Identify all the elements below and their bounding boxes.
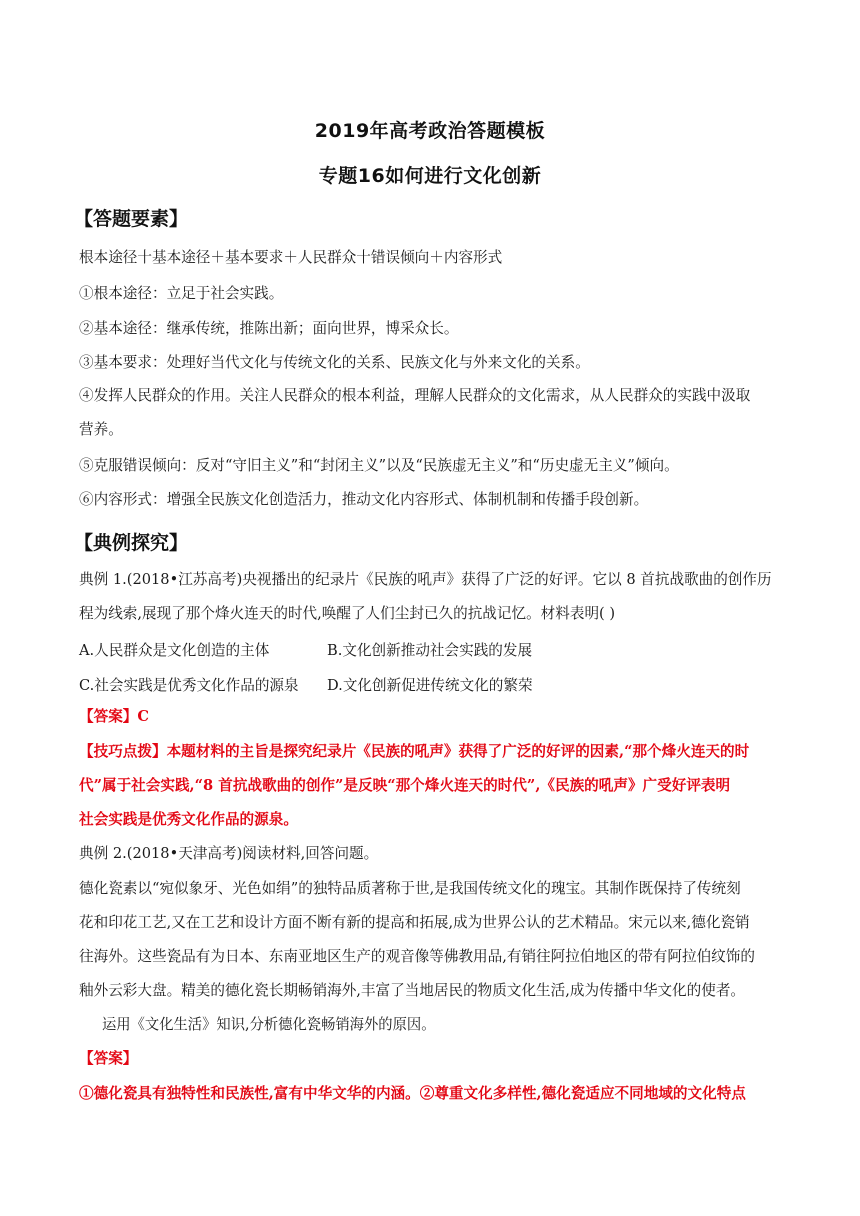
- tip-text-1: 本题材料的主旨是探究纪录片《民族的吼声》获得了广泛的好评的因素,“那个烽火连天的时: [166, 743, 750, 760]
- section-heading-elements: 【答题要素】: [74, 208, 189, 230]
- element-item-3: ③基本要求：处理好当代文化与传统文化的关系、民族文化与外来文化的关系。: [79, 354, 590, 371]
- option-d: D.文化创新促进传统文化的繁荣: [327, 677, 533, 694]
- tip-line-3: 社会实践是优秀文化作品的源泉。: [79, 811, 298, 828]
- element-item-2: ②基本途径：继承传统，推陈出新；面向世界，博采众长。: [79, 320, 459, 337]
- answer-label: 【答案】: [79, 708, 138, 725]
- formula-line: 根本途径十基本途径＋基本要求＋人民群众十错误倾向＋内容形式: [79, 249, 503, 266]
- example2-material-4: 釉外云彩大盘。精美的德化瓷长期畅销海外,丰富了当地居民的物质文化生活,成为传播中华文化的使者。: [79, 982, 746, 999]
- tip-line-1: [79, 742, 791, 762]
- option-b: B.文化创新推动社会实践的发展: [327, 642, 533, 659]
- example2-question: 运用《文化生活》知识,分析德化瓷畅销海外的原因。: [102, 1016, 436, 1033]
- example2-material-3: 往海外。这些瓷品有为日本、东南亚地区生产的观音像等佛教用品,有销往阿拉伯地区的带有阿拉伯纹饰的: [79, 948, 755, 965]
- example2-answer-line: ①德化瓷具有独特性和民族性,富有中华文华的内涵。②尊重文化多样性,德化瓷适应不同地域的文化特点: [79, 1085, 746, 1102]
- element-item-4-cont: 营养。: [79, 421, 123, 438]
- element-item-1: ①根本途径：立足于社会实践。: [79, 285, 284, 302]
- example2-material-2: 花和印花工艺,又在工艺和设计方面不断有新的提高和拓展,成为世界公认的艺术精品。宋元以来,德化瓷销: [79, 914, 750, 931]
- element-item-4: ④发挥人民群众的作用。关注人民群众的根本利益，理解人民群众的文化需求，从人民群众的实践中汲取: [79, 387, 751, 404]
- element-item-5: ⑤克服错误倾向：反对“守旧主义”和“封闭主义”以及“民族虚无主义”和“历史虚无主义”倾向。: [79, 457, 679, 474]
- document-title: 2019年高考政治答题模板: [314, 120, 546, 142]
- example2-material-1: 德化瓷素以“宛似象牙、光色如绢”的独特品质著称于世,是我国传统文化的瑰宝。其制作既保持了传统刻: [79, 880, 741, 897]
- example2-intro: 典例 2.(2018•天津高考)阅读材料,回答问题。: [79, 845, 379, 862]
- tip-line-2: 代”属于社会实践,“8 首抗战歌曲的创作”是反映“那个烽火连天的时代”,《民族的吼声》广受好评表明: [79, 777, 731, 794]
- document-subtitle: 专题16如何进行文化创新: [318, 165, 542, 187]
- answer-label-2: 【答案】: [79, 1050, 138, 1067]
- option-c: C.社会实践是优秀文化作品的源泉: [79, 677, 299, 694]
- example2-answer-label: [79, 1049, 791, 1069]
- tip-label: 【技巧点拨】: [79, 743, 167, 760]
- option-a: A.人民群众是文化创造的主体: [79, 642, 270, 659]
- section-heading-examples: 【典例探究】: [74, 532, 189, 554]
- example1-answer: [79, 707, 791, 727]
- example1-line-2: 程为线索,展现了那个烽火连天的时代,唤醒了人们尘封已久的抗战记忆。材料表明( ): [79, 605, 616, 622]
- example1-line-1: 典例 1.(2018•江苏高考)央视播出的纪录片《民族的吼声》获得了广泛的好评。它以 8 首抗战歌曲的创作历: [79, 571, 772, 588]
- answer-value: C: [137, 708, 150, 725]
- element-item-6: ⑥内容形式：增强全民族文化创造活力，推动文化内容形式、体制机制和传播手段创新。: [79, 491, 649, 508]
